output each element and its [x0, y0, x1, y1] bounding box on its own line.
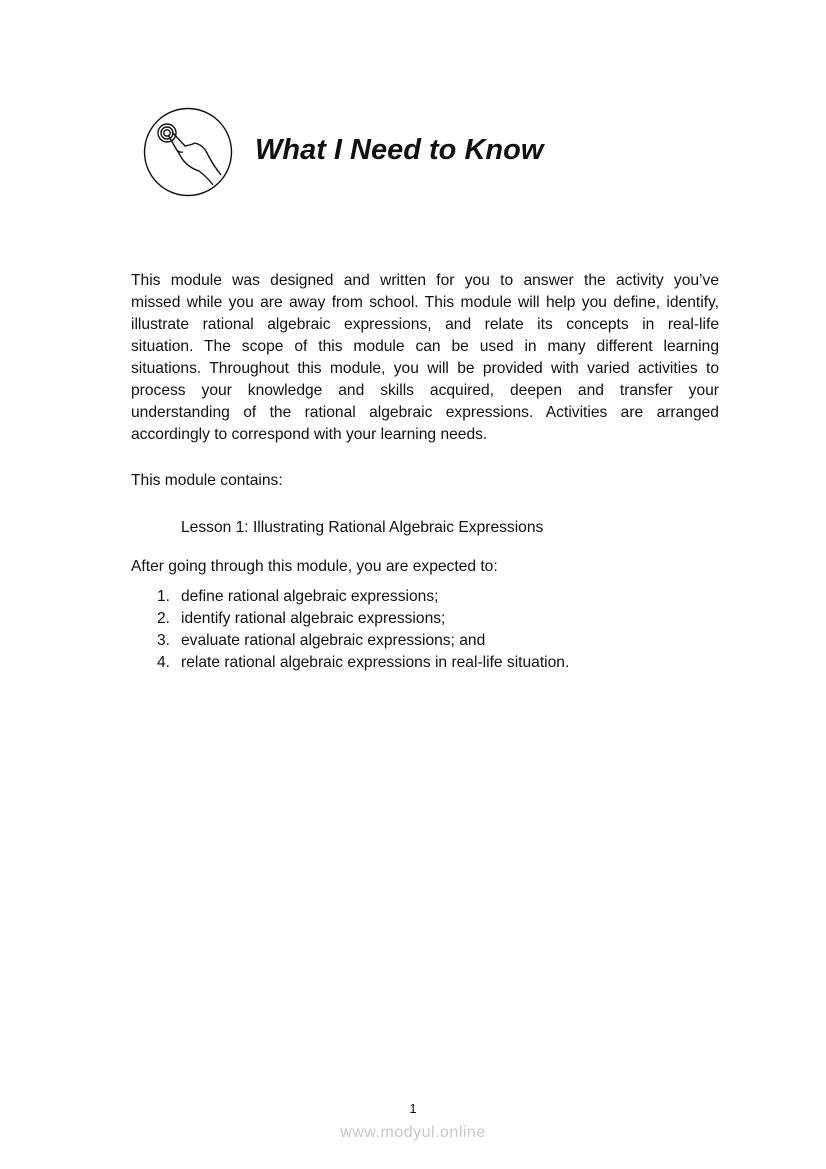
paragraph-line: This module was designed and written for you to answer the activity you’ve — [131, 272, 719, 289]
list-text: define rational algebraic expressions; — [181, 588, 439, 605]
objectives-intro: After going through this module, you are expected to: — [131, 558, 498, 575]
objectives-list — [157, 586, 569, 674]
paragraph-line: understanding of the rational algebraic expressions. Activities are arranged — [131, 404, 719, 421]
contains-label: This module contains: — [131, 472, 283, 489]
paragraph-line: missed while you are away from school. This module will help you define, identify, — [131, 294, 719, 311]
pointing-hand-icon — [143, 107, 233, 197]
list-number: 2. — [157, 610, 171, 627]
paragraph-line: situation. The scope of this module can be used in many different learning — [131, 338, 719, 355]
list-number: 3. — [157, 632, 171, 649]
paragraph-line: accordingly to correspond with your learning needs. — [131, 426, 488, 443]
list-number: 1. — [157, 588, 171, 605]
list-item — [157, 652, 569, 674]
list-number: 4. — [157, 654, 171, 671]
lesson-title: Lesson 1: Illustrating Rational Algebraic Expressions — [181, 519, 544, 536]
list-item — [157, 630, 569, 652]
paragraph-line: process your knowledge and skills acquired, deepen and transfer your — [131, 382, 719, 399]
watermark: www.modyul.online — [340, 1124, 486, 1141]
page-title: What I Need to Know — [255, 134, 544, 166]
intro-paragraph — [131, 270, 719, 446]
paragraph-line: illustrate rational algebraic expressions, and relate its concepts in real-life — [131, 316, 719, 333]
list-text: relate rational algebraic expressions in real-life situation. — [181, 654, 570, 671]
list-item — [157, 586, 569, 608]
list-item — [157, 608, 569, 630]
list-text: evaluate rational algebraic expressions; and — [181, 632, 486, 649]
paragraph-line: situations. Throughout this module, you will be provided with varied activities to — [131, 360, 719, 377]
list-text: identify rational algebraic expressions; — [181, 610, 446, 627]
page-number: 1 — [409, 1101, 417, 1116]
